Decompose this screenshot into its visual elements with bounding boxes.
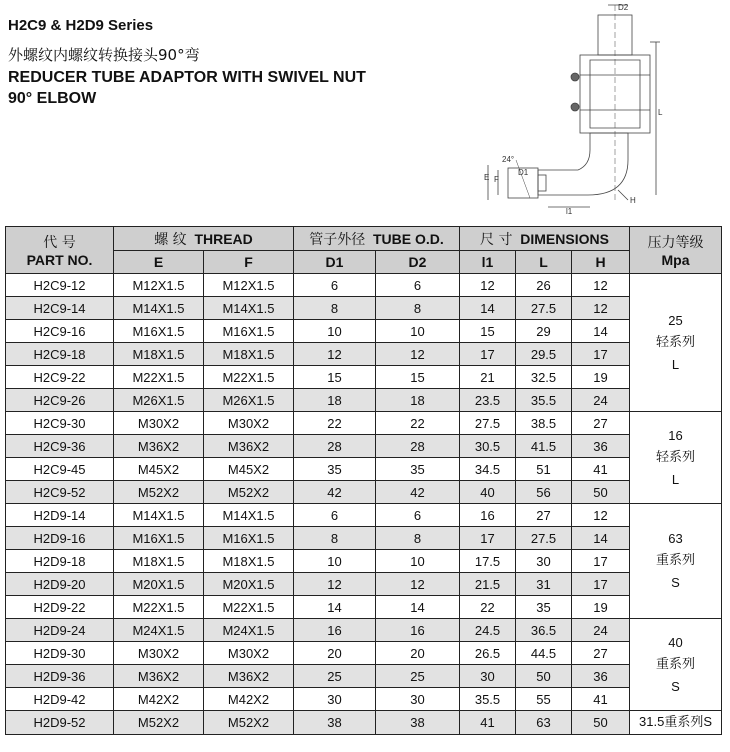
table-cell: 10 [376, 550, 460, 573]
table-cell: M14X1.5 [114, 504, 204, 527]
table-cell: 36 [572, 435, 630, 458]
header-part-no: 代 号 PART NO. [6, 227, 114, 274]
table-cell: 6 [294, 274, 376, 297]
table-cell: M24X1.5 [204, 619, 294, 642]
table-cell: 36.5 [516, 619, 572, 642]
table-cell: M18X1.5 [114, 343, 204, 366]
drawing-label-d1: D1 [518, 168, 529, 177]
table-cell: 15 [460, 320, 516, 343]
table-row [6, 412, 722, 435]
table-cell: 14 [376, 596, 460, 619]
table-cell: M30X2 [114, 642, 204, 665]
table-row [6, 389, 722, 412]
table-cell: 44.5 [516, 642, 572, 665]
header-pressure: 压力等级 Mpa [630, 227, 722, 274]
pressure-group-cell: 25 轻系列 L [630, 274, 722, 412]
table-cell: 17 [572, 573, 630, 596]
table-cell: 21 [460, 366, 516, 389]
table-cell: 29.5 [516, 343, 572, 366]
table-cell: 14 [572, 320, 630, 343]
table-cell: 10 [294, 550, 376, 573]
table-cell: 16 [294, 619, 376, 642]
table-cell: 17 [460, 343, 516, 366]
part-no-cell: H2C9-45 [6, 458, 114, 481]
table-cell: 6 [294, 504, 376, 527]
table-cell: 27.5 [516, 297, 572, 320]
table-row [6, 504, 722, 527]
part-no-cell: H2C9-52 [6, 481, 114, 504]
table-cell: 56 [516, 481, 572, 504]
table-cell: 30.5 [460, 435, 516, 458]
table-cell: 10 [376, 320, 460, 343]
table-cell: 12 [460, 274, 516, 297]
spec-table [5, 226, 722, 735]
table-cell: 12 [376, 573, 460, 596]
part-no-cell: H2C9-26 [6, 389, 114, 412]
table-cell: 23.5 [460, 389, 516, 412]
table-cell: M45X2 [204, 458, 294, 481]
table-row [6, 343, 722, 366]
table-cell: 55 [516, 688, 572, 711]
table-cell: 14 [294, 596, 376, 619]
table-cell: 8 [294, 527, 376, 550]
header-tube-od: 管子外径 TUBE O.D. [294, 227, 460, 251]
table-cell: 27.5 [516, 527, 572, 550]
table-cell: 12 [572, 274, 630, 297]
drawing-label-l1: l1 [566, 207, 573, 215]
table-cell: M36X2 [204, 665, 294, 688]
part-no-cell: H2D9-20 [6, 573, 114, 596]
fitting-technical-drawing [478, 0, 698, 215]
table-cell: M18X1.5 [204, 550, 294, 573]
table-cell: M14X1.5 [204, 504, 294, 527]
table-cell: M42X2 [204, 688, 294, 711]
drawing-label-e: E [484, 173, 490, 182]
header-l: L [516, 251, 572, 274]
table-cell: 63 [516, 711, 572, 735]
table-cell: 26.5 [460, 642, 516, 665]
table-cell: 19 [572, 366, 630, 389]
table-cell: 50 [572, 481, 630, 504]
english-title-line2: 90° ELBOW [8, 90, 97, 107]
table-cell: 27 [516, 504, 572, 527]
table-cell: 15 [294, 366, 376, 389]
table-row [6, 642, 722, 665]
table-cell: 10 [294, 320, 376, 343]
table-cell: 8 [294, 297, 376, 320]
table-cell: M22X1.5 [204, 366, 294, 389]
table-cell: 38.5 [516, 412, 572, 435]
table-cell: 22 [294, 412, 376, 435]
drawing-label-24deg: 24° [502, 155, 515, 164]
table-cell: 6 [376, 274, 460, 297]
table-row [6, 527, 722, 550]
table-cell: 20 [294, 642, 376, 665]
table-cell: 21.5 [460, 573, 516, 596]
table-cell: M36X2 [114, 665, 204, 688]
table-cell: 35 [294, 458, 376, 481]
table-cell: 16 [460, 504, 516, 527]
table-cell: 30 [294, 688, 376, 711]
table-cell: 30 [376, 688, 460, 711]
table-cell: 35.5 [460, 688, 516, 711]
table-cell: 17 [572, 550, 630, 573]
table-cell: M24X1.5 [114, 619, 204, 642]
table-cell: 30 [460, 665, 516, 688]
table-cell: M12X1.5 [204, 274, 294, 297]
table-cell: 27 [572, 412, 630, 435]
table-cell: 36 [572, 665, 630, 688]
table-cell: 12 [376, 343, 460, 366]
part-no-cell: H2D9-42 [6, 688, 114, 711]
header-thread: 螺 纹 THREAD [114, 227, 294, 251]
part-no-cell: H2C9-16 [6, 320, 114, 343]
table-row [6, 665, 722, 688]
header-h: H [572, 251, 630, 274]
table-cell: 20 [376, 642, 460, 665]
table-row [6, 320, 722, 343]
table-cell: 38 [294, 711, 376, 735]
table-cell: 41 [572, 688, 630, 711]
table-cell: M16X1.5 [114, 527, 204, 550]
table-cell: M14X1.5 [114, 297, 204, 320]
table-cell: 40 [460, 481, 516, 504]
table-cell: 27.5 [460, 412, 516, 435]
part-no-cell: H2D9-14 [6, 504, 114, 527]
table-cell: 41.5 [516, 435, 572, 458]
table-cell: M20X1.5 [114, 573, 204, 596]
table-cell: M16X1.5 [204, 320, 294, 343]
table-row [6, 274, 722, 297]
table-row [6, 688, 722, 711]
table-cell: 35 [516, 596, 572, 619]
drawing-label-l: L [658, 108, 663, 117]
chinese-title: 外螺纹内螺纹转换接头90°弯 [8, 46, 200, 64]
header-d1: D1 [294, 251, 376, 274]
pressure-group-cell: 31.5重系列S [630, 711, 722, 735]
header-f: F [204, 251, 294, 274]
table-cell: M20X1.5 [204, 573, 294, 596]
english-title-line1: REDUCER TUBE ADAPTOR WITH SWIVEL NUT [8, 69, 366, 86]
header-l1: l1 [460, 251, 516, 274]
table-cell: 17 [460, 527, 516, 550]
table-cell: 15 [376, 366, 460, 389]
table-cell: M22X1.5 [114, 366, 204, 389]
table-cell: M14X1.5 [204, 297, 294, 320]
table-cell: 19 [572, 596, 630, 619]
table-cell: 35 [376, 458, 460, 481]
table-cell: M30X2 [204, 412, 294, 435]
part-no-cell: H2C9-36 [6, 435, 114, 458]
table-row [6, 435, 722, 458]
table-cell: 17 [572, 343, 630, 366]
table-cell: M18X1.5 [204, 343, 294, 366]
header-dimensions: 尺 寸 DIMENSIONS [460, 227, 630, 251]
table-cell: 25 [376, 665, 460, 688]
table-cell: 25 [294, 665, 376, 688]
table-cell: 22 [376, 412, 460, 435]
table-cell: M52X2 [204, 711, 294, 735]
table-cell: 26 [516, 274, 572, 297]
table-cell: 38 [376, 711, 460, 735]
part-no-cell: H2D9-30 [6, 642, 114, 665]
table-cell: 50 [516, 665, 572, 688]
table-cell: M22X1.5 [114, 596, 204, 619]
table-cell: 32.5 [516, 366, 572, 389]
table-row [6, 711, 722, 735]
part-no-cell: H2D9-22 [6, 596, 114, 619]
pressure-group-cell: 63 重系列 S [630, 504, 722, 619]
table-cell: M42X2 [114, 688, 204, 711]
table-cell: M52X2 [204, 481, 294, 504]
header-d2: D2 [376, 251, 460, 274]
table-cell: 50 [572, 711, 630, 735]
part-no-cell: H2C9-14 [6, 297, 114, 320]
table-cell: 18 [294, 389, 376, 412]
table-cell: 34.5 [460, 458, 516, 481]
table-cell: 41 [460, 711, 516, 735]
part-no-cell: H2C9-18 [6, 343, 114, 366]
table-cell: 16 [376, 619, 460, 642]
pressure-group-cell: 40 重系列 S [630, 619, 722, 711]
table-cell: 28 [376, 435, 460, 458]
table-cell: 14 [572, 527, 630, 550]
table-cell: 12 [294, 343, 376, 366]
table-cell: 24.5 [460, 619, 516, 642]
table-cell: M36X2 [114, 435, 204, 458]
table-row [6, 573, 722, 596]
table-cell: M16X1.5 [204, 527, 294, 550]
table-cell: M52X2 [114, 711, 204, 735]
table-cell: 6 [376, 504, 460, 527]
table-cell: M45X2 [114, 458, 204, 481]
table-row [6, 596, 722, 619]
table-cell: M52X2 [114, 481, 204, 504]
table-cell: 42 [376, 481, 460, 504]
part-no-cell: H2D9-52 [6, 711, 114, 735]
part-no-cell: H2D9-16 [6, 527, 114, 550]
table-cell: 22 [460, 596, 516, 619]
table-row [6, 297, 722, 320]
table-cell: 14 [460, 297, 516, 320]
table-cell: 17.5 [460, 550, 516, 573]
table-cell: M30X2 [204, 642, 294, 665]
part-no-cell: H2D9-24 [6, 619, 114, 642]
table-cell: M22X1.5 [204, 596, 294, 619]
table-row [6, 458, 722, 481]
table-cell: 28 [294, 435, 376, 458]
pressure-group-cell: 16 轻系列 L [630, 412, 722, 504]
drawing-label-d2: D2 [618, 3, 629, 12]
table-cell: 35.5 [516, 389, 572, 412]
drawing-label-f: F [494, 175, 499, 184]
table-row [6, 619, 722, 642]
table-cell: 30 [516, 550, 572, 573]
table-cell: 12 [572, 504, 630, 527]
table-row [6, 550, 722, 573]
series-title: H2C9 & H2D9 Series [8, 17, 154, 34]
table-cell: 12 [294, 573, 376, 596]
table-cell: M26X1.5 [114, 389, 204, 412]
table-cell: M30X2 [114, 412, 204, 435]
part-no-cell: H2D9-18 [6, 550, 114, 573]
table-cell: M12X1.5 [114, 274, 204, 297]
part-no-cell: H2C9-22 [6, 366, 114, 389]
table-cell: 41 [572, 458, 630, 481]
table-cell: 8 [376, 527, 460, 550]
table-cell: 31 [516, 573, 572, 596]
table-cell: 8 [376, 297, 460, 320]
part-no-cell: H2C9-12 [6, 274, 114, 297]
table-cell: 24 [572, 389, 630, 412]
part-no-cell: H2C9-30 [6, 412, 114, 435]
table-row [6, 481, 722, 504]
table-cell: 29 [516, 320, 572, 343]
table-cell: 18 [376, 389, 460, 412]
table-row [6, 366, 722, 389]
table-cell: M18X1.5 [114, 550, 204, 573]
part-no-cell: H2D9-36 [6, 665, 114, 688]
drawing-label-h: H [630, 196, 636, 205]
header-e: E [114, 251, 204, 274]
table-cell: 42 [294, 481, 376, 504]
table-cell: 12 [572, 297, 630, 320]
table-cell: 24 [572, 619, 630, 642]
table-cell: 27 [572, 642, 630, 665]
table-cell: M16X1.5 [114, 320, 204, 343]
table-cell: 51 [516, 458, 572, 481]
table-cell: M26X1.5 [204, 389, 294, 412]
table-cell: M36X2 [204, 435, 294, 458]
